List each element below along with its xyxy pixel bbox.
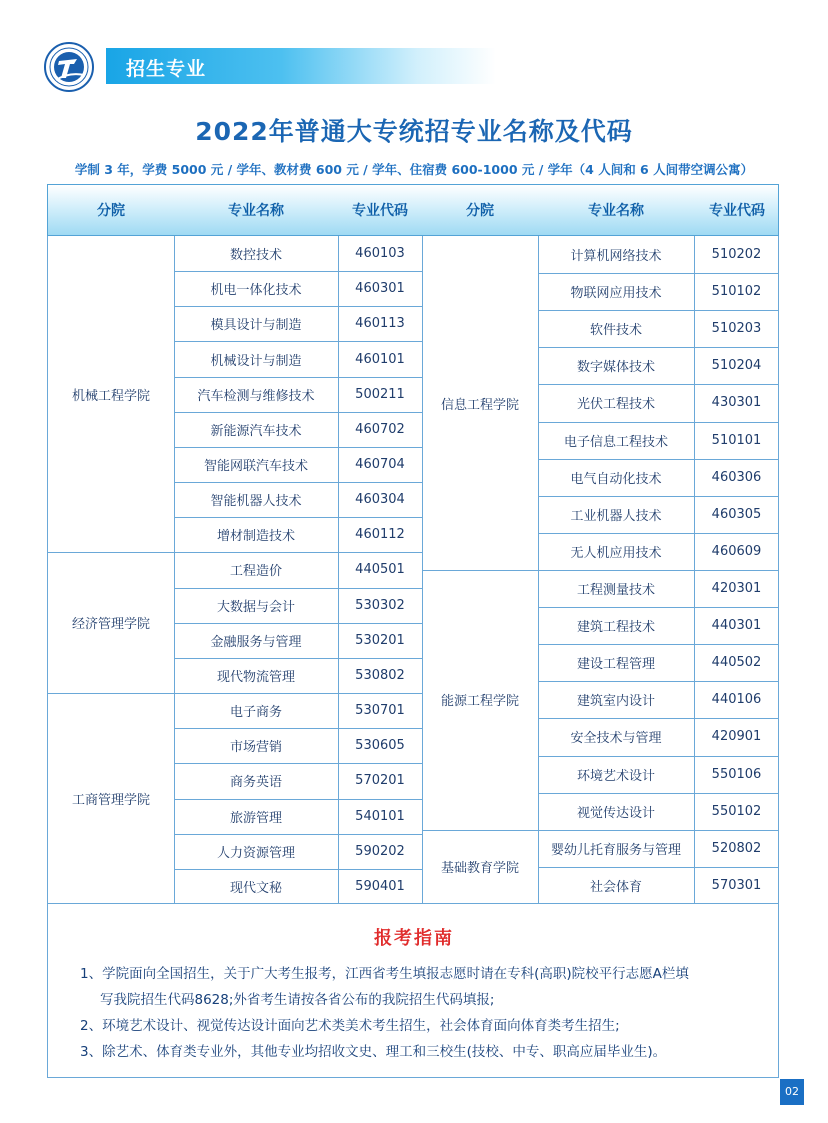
major-name-cell: 旅游管理 [229,810,282,826]
major-name-cell: 数字媒体技术 [576,360,655,376]
major-code-cell: 500211 [355,386,405,402]
row-divider [538,384,779,385]
row-divider [538,310,779,311]
row-divider [174,728,422,729]
guide-line: 2、环境艺术设计、视觉传达设计面向艺术类美术考生招生，社会体育面向体育类考生招生; [80,1018,620,1034]
guide-title: 报考指南 [374,928,454,949]
column-divider [422,236,423,904]
major-name-cell: 工程造价 [229,564,282,580]
row-divider [174,763,422,764]
row-divider [538,867,779,868]
major-name-cell: 建设工程管理 [576,657,655,673]
page-header [0,40,828,92]
major-code-cell: 460103 [355,246,405,262]
major-name-cell: 软件技术 [589,323,642,339]
major-name-cell: 增材制造技术 [216,529,295,545]
row-divider [174,869,422,870]
row-divider [538,607,779,608]
major-code-cell: 440301 [711,618,762,634]
major-code-cell: 550106 [711,766,762,782]
major-code-cell: 440502 [711,655,762,671]
major-code-cell: 420901 [711,729,762,745]
major-code-cell: 510102 [711,284,762,300]
major-name-cell: 智能网联汽车技术 [203,459,308,475]
application-guide [47,904,779,1078]
major-name-cell: 金融服务与管理 [210,634,302,650]
guide-line: 1、学院面向全国招生，关于广大考生报考，江西省考生填报志愿时请在专科(高职)院校平行志愿A栏填 [80,966,689,982]
college-cell: 基础教育学院 [440,861,519,877]
majors-table [47,184,779,904]
major-code-cell: 460304 [355,492,405,508]
row-divider [174,834,422,835]
major-code-cell: 460704 [355,457,405,473]
major-code-cell: 530302 [355,597,405,613]
guide-line: 写我院招生代码8628;外省考生请按各省公布的我院招生代码填报; [100,992,495,1008]
major-code-cell: 550102 [711,803,762,819]
major-code-cell: 530605 [355,738,405,754]
major-name-cell: 新能源汽车技术 [210,423,302,439]
major-code-cell: 460112 [355,527,405,543]
guide-line: 3、除艺术、体育类专业外，其他专业均招收文史、理工和三校生(技校、中专、职高应届毕业生)。 [80,1044,667,1060]
major-name-cell: 婴幼儿托育服务与管理 [550,842,681,858]
header-major-name: 专业名称 [228,203,284,219]
major-name-cell: 物联网应用技术 [570,286,662,302]
college-cell: 信息工程学院 [440,397,519,413]
major-name-cell: 计算机网络技术 [570,249,662,265]
major-name-cell: 光伏工程技术 [576,397,655,413]
major-name-cell: 数控技术 [229,248,282,264]
section-title: 招生专业 [126,58,207,80]
major-code-cell: 460301 [355,281,405,297]
major-code-cell: 530201 [355,632,405,648]
major-code-cell: 510204 [711,358,762,374]
major-code-cell: 570201 [355,773,405,789]
row-divider [538,756,779,757]
major-name-cell: 智能机器人技术 [210,494,302,510]
column-divider [174,236,175,904]
major-name-cell: 机械设计与制造 [210,353,302,369]
row-divider [538,793,779,794]
header-major-code: 专业代码 [352,203,408,219]
major-name-cell: 现代文秘 [229,880,282,896]
row-divider [174,447,422,448]
row-divider [538,718,779,719]
row-divider [174,623,422,624]
major-name-cell: 建筑室内设计 [576,694,655,710]
major-code-cell: 440501 [355,562,405,578]
major-name-cell: 视觉传达设计 [576,805,655,821]
row-divider [174,271,422,272]
college-cell: 能源工程学院 [440,694,519,710]
major-code-cell: 530802 [355,667,405,683]
row-divider [174,799,422,800]
major-code-cell: 460702 [355,421,405,437]
major-name-cell: 汽车检测与维修技术 [197,388,315,404]
major-name-cell: 无人机应用技术 [570,545,662,561]
row-divider [538,347,779,348]
row-divider [174,658,422,659]
college-cell: 经济管理学院 [71,617,150,633]
row-divider [174,412,422,413]
major-code-cell: 420301 [711,581,762,597]
major-name-cell: 现代物流管理 [216,669,295,685]
major-code-cell: 530701 [355,703,405,719]
row-divider [538,422,779,423]
major-name-cell: 工程测量技术 [576,583,655,599]
header-college: 分院 [466,203,494,219]
header-college: 分院 [97,203,125,219]
header-major-code: 专业代码 [709,203,765,219]
table-header [47,184,779,236]
major-name-cell: 环境艺术设计 [576,768,655,784]
major-code-cell: 460101 [355,351,405,367]
row-divider [538,644,779,645]
major-code-cell: 430301 [711,395,762,411]
major-code-cell: 590401 [355,878,405,894]
major-name-cell: 人力资源管理 [216,845,295,861]
major-name-cell: 建筑工程技术 [576,620,655,636]
section-banner [106,48,496,84]
major-code-cell: 510202 [711,247,762,263]
major-code-cell: 460306 [711,469,762,485]
major-code-cell: 440106 [711,692,762,708]
page-title: 2022年普通大专统招专业名称及代码 [195,117,633,146]
college-emblem-icon [44,42,94,92]
major-name-cell: 工业机器人技术 [570,508,662,524]
row-divider [174,588,422,589]
header-major-name: 专业名称 [588,203,644,219]
major-code-cell: 510203 [711,321,762,337]
row-divider [174,482,422,483]
page-number: 02 [780,1079,804,1105]
table-body [47,236,779,904]
row-divider [538,273,779,274]
row-divider [538,681,779,682]
major-name-cell: 商务英语 [229,775,282,791]
major-code-cell: 460305 [711,506,762,522]
major-name-cell: 社会体育 [589,879,642,895]
college-cell: 工商管理学院 [71,793,150,809]
row-divider [538,496,779,497]
row-divider [538,459,779,460]
major-name-cell: 安全技术与管理 [570,731,662,747]
row-divider [538,533,779,534]
row-divider [174,377,422,378]
column-divider [338,236,339,904]
major-name-cell: 模具设计与制造 [210,318,302,334]
row-divider [174,306,422,307]
major-name-cell: 电子商务 [229,705,282,721]
major-code-cell: 590202 [355,843,405,859]
major-name-cell: 大数据与会计 [216,599,295,615]
row-divider [174,341,422,342]
major-name-cell: 电子信息工程技术 [563,434,668,450]
row-divider [174,517,422,518]
major-code-cell: 460113 [355,316,405,332]
column-divider [694,236,695,904]
major-code-cell: 540101 [355,808,405,824]
major-code-cell: 460609 [711,543,762,559]
major-name-cell: 市场营销 [229,740,282,756]
major-name-cell: 机电一体化技术 [210,283,302,299]
major-name-cell: 电气自动化技术 [570,471,662,487]
column-divider [538,236,539,904]
major-code-cell: 520802 [711,840,762,856]
page-subtitle: 学制 3 年，学费 5000 元 / 学年、教材费 600 元 / 学年、住宿费 600-1000 元 / 学年（4 人间和 6 人间带空调公寓） [74,162,754,177]
college-cell: 机械工程学院 [71,388,150,404]
major-code-cell: 570301 [711,877,762,893]
major-code-cell: 510101 [711,432,762,448]
